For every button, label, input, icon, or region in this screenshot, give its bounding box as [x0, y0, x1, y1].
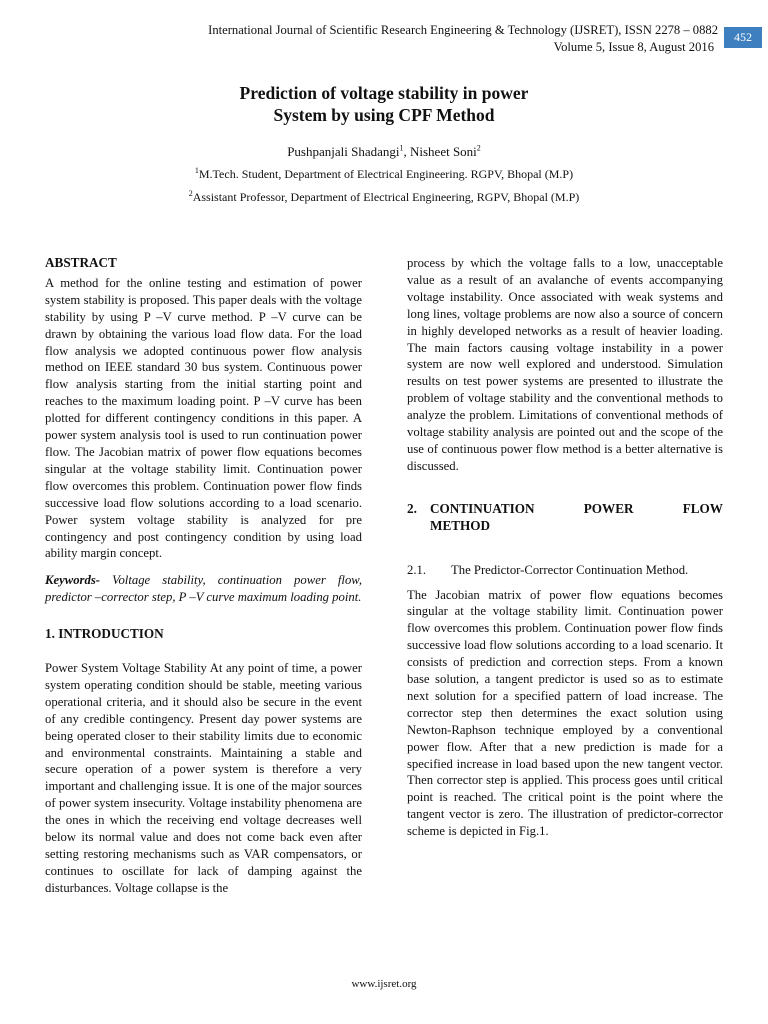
- keywords-text: Voltage stability, continuation power flow, predictor –corrector step, P –V curve maximum loading point.: [45, 573, 362, 605]
- left-column: [45, 255, 362, 897]
- section-2-word-2: POWER: [583, 500, 634, 516]
- author-separator: ,: [403, 144, 410, 159]
- keywords: [45, 572, 362, 606]
- affiliation-1: [0, 166, 768, 182]
- section-2-heading: [407, 501, 723, 535]
- section-2-word-1: CONTINUATION: [430, 500, 535, 516]
- affiliation-2: [0, 189, 768, 205]
- footer-url: www.ijsret.org: [351, 978, 417, 990]
- abstract-heading: ABSTRACT: [45, 255, 117, 270]
- introduction-continued-text: process by which the voltage falls to a low, unacceptable value as a result of an avalanche of events accompanying voltage instability. Once associated with weak systems and long lines, voltage problems are now also a source of concern in highly developed networks as a result of heavier loading. The main factors causing voltage instability in a power system are now well explored and understood. Simulation results on test power systems are presented to illustrate the problem of voltage stability and the conventional methods to analyze the problem. Limitations of conventional methods of voltage stability analysis are pointed out and the scope of the use of continuous power flow method is a better alternative is discussed.: [407, 256, 723, 473]
- volume-issue: Volume 5, Issue 8, August 2016: [553, 40, 714, 54]
- section-2-title-row-1: [430, 501, 723, 518]
- paper-title: [0, 82, 768, 126]
- paper-title-line-1: Prediction of voltage stability in power: [239, 83, 529, 103]
- journal-header: International Journal of Scientific Research Engineering & Technology (IJSRET), ISSN 2278 – 0882: [208, 23, 718, 37]
- keywords-label: Keywords-: [45, 573, 100, 588]
- subsection-2-1-heading: [407, 562, 723, 579]
- introduction-heading: 1. INTRODUCTION: [45, 626, 164, 642]
- section-2-text: The Jacobian matrix of power flow equations becomes singular at the voltage stability limit. Continuation power flow overcomes this problem. Continuation power flow finds successive load flow solutions according to a load scenario. It consists of prediction and correction steps. From a known base solution, a tangent predictor is used so as to estimate next solution for a specified pattern of load increase. The corrector step then determines the exact solution using Newton-Raphson technique employed by a conventional power flow. After that a new prediction is made for a specified increase in load based upon the new tangent vector. Then corrector step is applied. This process goes until critical point is reached. The critical point is the point where the tangent vector is zero. The illustration of predictor-corrector scheme is depicted in Fig.1.: [407, 587, 723, 839]
- author-list: [0, 143, 768, 161]
- author-1-sup: 1: [399, 143, 404, 153]
- author-2: Nisheet Soni: [409, 144, 477, 159]
- author-1: Pushpanjali Shadangi: [287, 144, 400, 159]
- abstract-text: A method for the online testing and estimation of power system stability is proposed. This paper deals with the voltage stability by using P –V curve method. P –V curve can be drawn by obtaining the various load flow data. For the load flow analysis we adopted continuous power flow analysis method on IEEE standard 30 bus system. Continuous power flow analysis starting from the initial starting point and reaches to the maximum loading point. P –V curve has been plotted for different contingency conditions in this paper. A power system analysis tool is used to run continuation power flow. The Jacobian matrix of power flow equations becomes singular at the voltage stability limit. Continuation power flow overcomes this problem. Continuation power flow finds successive load flow solutions according to a load scenario. Power system voltage stability is analyzed for pre contingency and post contingency condition by using load ability margin concept.: [45, 275, 362, 561]
- affiliation-2-text: Assistant Professor, Department of Electrical Engineering, RGPV, Bhopal (M.P): [192, 190, 580, 204]
- subsection-2-1-title: The Predictor-Corrector Continuation Method.: [451, 562, 689, 577]
- introduction-text: Power System Voltage Stability At any point of time, a power system operating condition should be stable, meeting various operational criteria, and it should also be secure in the event of any credible contingency. Present day power systems are being operated closer to their stability limits due to economic and environmental constraints. Maintaining a stable and secure operation of a power system is therefore a very important and challenging issue. It is one of the major sources of power system insecurity. Voltage instability phenomena are the ones in which the receiving end voltage decreases well below its normal value and does not come back even after setting restoring mechanisms such as VAR compensators, or continues to oscillate for lack of damping against the disturbances. Voltage collapse is the: [45, 661, 362, 895]
- page-number-badge: 452: [724, 27, 762, 48]
- author-2-sup: 2: [476, 143, 481, 153]
- affiliation-1-sup: 1: [194, 166, 199, 175]
- section-2-title-row-2: METHOD: [430, 517, 491, 533]
- affiliation-2-sup: 2: [188, 189, 193, 198]
- subsection-2-1-number: 2.1.: [407, 562, 427, 577]
- right-column: [407, 255, 723, 840]
- affiliation-1-text: M.Tech. Student, Department of Electrical Engineering. RGPV, Bhopal (M.P): [198, 167, 574, 181]
- section-2-title: [430, 501, 723, 535]
- section-2-word-3: FLOW: [682, 500, 723, 516]
- paper-title-line-2: System by using CPF Method: [273, 105, 495, 125]
- section-2-number: 2.: [407, 500, 417, 516]
